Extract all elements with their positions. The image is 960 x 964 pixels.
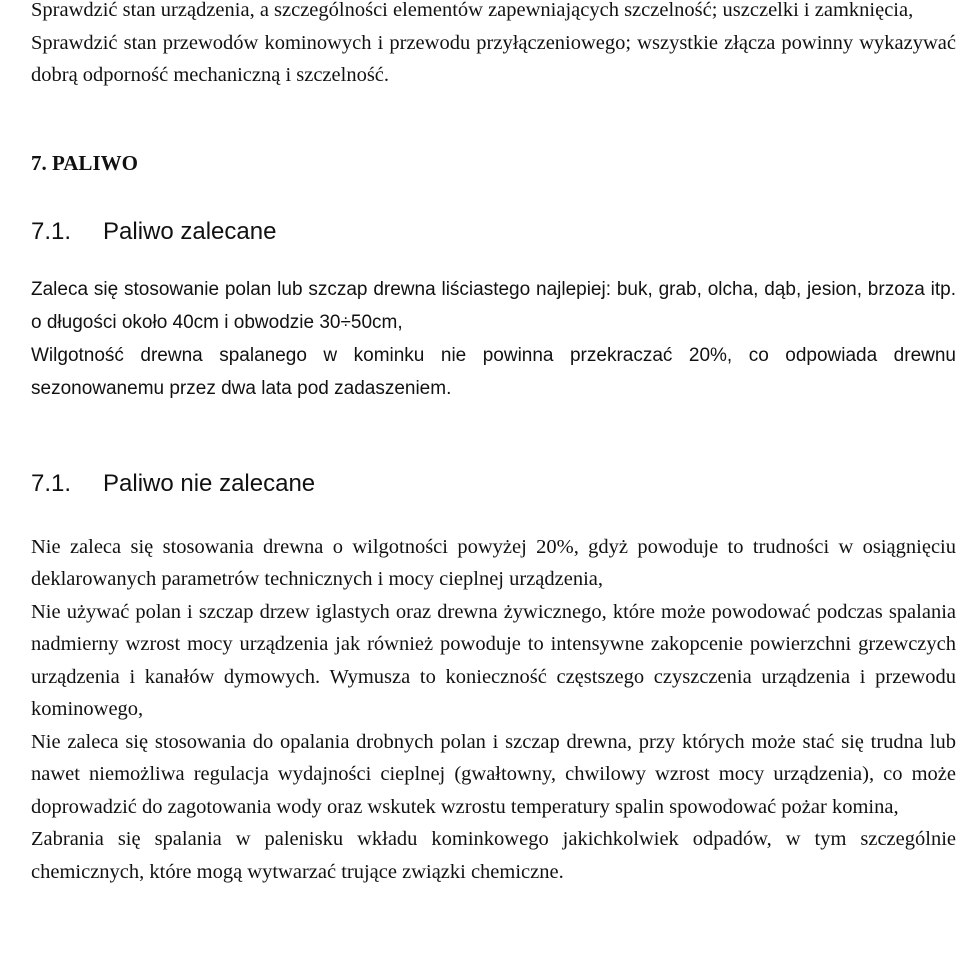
not-recommended-fuel-paragraph-2: Nie używać polan i szczap drzew iglastych oraz drewna żywicznego, które może powodować podczas spalania nadmierny wzrost mocy urządzenia jak również powoduje to intensywne zakopcenie powierzchni grzewczych urządzenia i kanałów dymowych. Wymusza to konieczność częstszego czyszczenia urządzenia i przewodu kominowego, bbox=[31, 600, 956, 720]
recommended-fuel-paragraph-2: Wilgotność drewna spalanego w kominku nie powinna przekraczać 20%, co odpowiada drewnu sezonowanemu przez dwa lata pod zadaszeniem. bbox=[31, 344, 956, 399]
subsection-title: Paliwo nie zalecane bbox=[103, 469, 316, 497]
subsection-title: Paliwo zalecane bbox=[103, 217, 277, 245]
not-recommended-fuel-paragraph-4: Zabrania się spalania w palenisku wkładu kominkowego jakichkolwiek odpadów, w tym szczególnie chemicznych, które mogą wytwarzać trujące związki chemiczne. bbox=[31, 828, 956, 883]
intro-paragraph-1: Sprawdzić stan urządzenia, a szczególności elementów zapewniających szczelność; uszczelki i zamknięcia, bbox=[31, 0, 914, 21]
document-page bbox=[31, 0, 956, 888]
not-recommended-fuel-paragraph-3: Nie zaleca się stosowania do opalania drobnych polan i szczap drewna, przy których może stać się trudna lub nawet niemożliwa regulacja wydajności cieplnej (gwałtowny, chwilowy wzrost mocy urządzenia), co może doprowadzić do zagotowania wody oraz wskutek wzrostu temperatury spalin spowodować pożar komina, bbox=[31, 730, 956, 818]
section-heading-paliwo: 7. PALIWO bbox=[31, 150, 138, 175]
not-recommended-fuel-paragraph-1: Nie zaleca się stosowania drewna o wilgotności powyżej 20%, gdyż powoduje to trudności w osiągnięciu deklarowanych parametrów technicznych i mocy cieplnej urządzenia, bbox=[31, 535, 956, 590]
recommended-fuel-paragraph-1: Zaleca się stosowanie polan lub szczap drewna liściastego najlepiej: buk, grab, olcha, dąb, jesion, brzoza itp. o długości około 40cm i obwodzie 30÷50cm, bbox=[31, 278, 956, 333]
subsection-number: 7.1. bbox=[31, 469, 72, 497]
subsection-heading-paliwo-nie-zalecane bbox=[31, 469, 956, 499]
subsection-number: 7.1. bbox=[31, 217, 72, 245]
subsection-heading-paliwo-zalecane bbox=[31, 217, 956, 247]
intro-paragraph-2: Sprawdzić stan przewodów kominowych i przewodu przyłączeniowego; wszystkie złącza powinny wykazywać dobrą odporność mechaniczną i szczelność. bbox=[31, 31, 956, 86]
